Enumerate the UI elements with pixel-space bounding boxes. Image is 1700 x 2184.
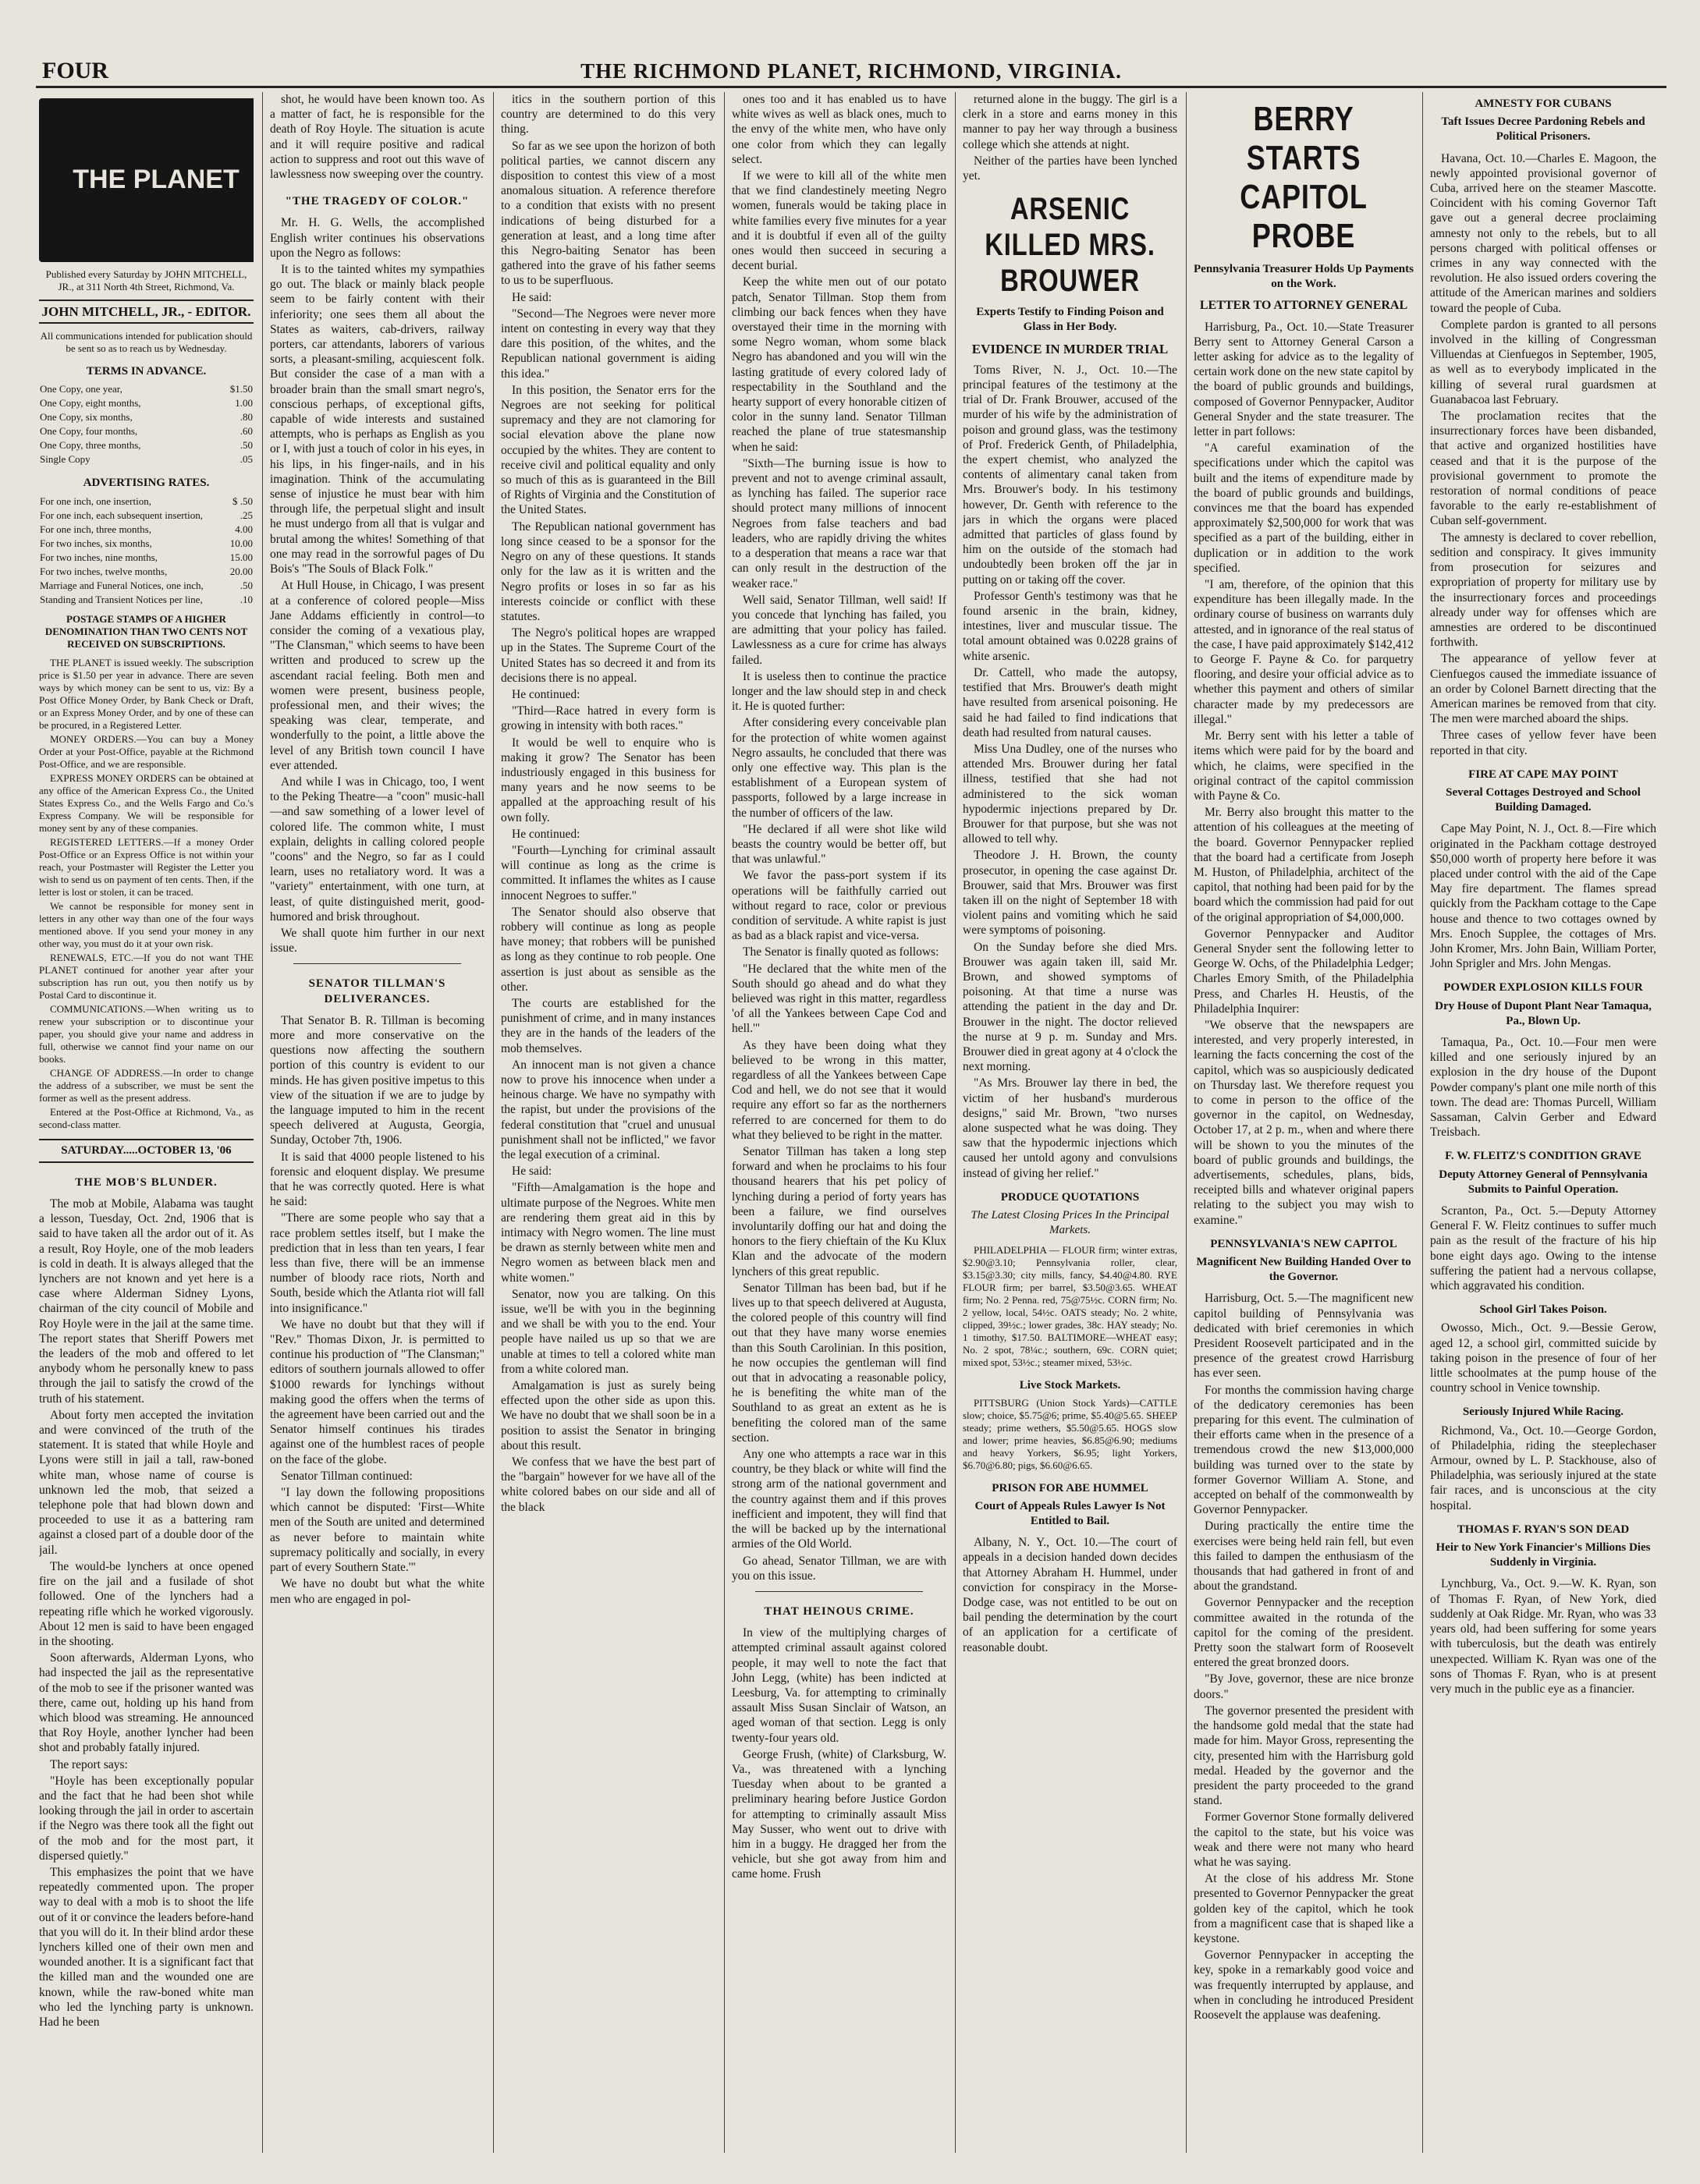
paragraph: Cape May Point, N. J., Oct. 8.—Fire which originated in the Packham cottage destroyed $50,000 worth of property here before it was placed under control with the aid of the Cape May fire department. The flames spread quickly from the Packham cottage to the Cape house and thence to two cottages owned by Mrs. Enoch Supplee, the cottages of Mrs. John Kromer, Mrs. John Bain, William Porter, John Sprigler and Mrs. John Mengas.	[1430, 822, 1656, 971]
subheadline: Heir to New York Financier's Millions Dies Suddenly in Virginia.	[1436, 1541, 1651, 1569]
paragraph: Senator Tillman has been bad, but if he lives up to that speech delivered at Augusta, the colored people of this country will find out that they have many worse enemies than this South Carolinian. In this position, he now occupies the gentleman will find out that in advocating a reasonable policy, he is benefiting the white man of the Southland to as great an extent as he is benefiting the colored man of the same section.	[732, 1281, 946, 1445]
paragraph: Soon afterwards, Alderman Lyons, who had inspected the jail as the representative of the mob to see if the prisoner wanted was there, came out, holding up his hand from which blood was streaming. He announced that Roy Hoyle, another lyncher had been shot and probably fatally injured.	[39, 1651, 254, 1755]
paragraph: ones too and it has enabled us to have white wives as well as black ones, much to the envy of the white men, who have only one color from which they can legally select.	[732, 93, 946, 166]
paragraph: The mob at Mobile, Alabama was taught a lesson, Tuesday, Oct. 2nd, 1906 that is said to have taken all the ardor out of it. As a result, Roy Hoyle, one of the mob leaders is cold in death. It is always alleged that the lynchers are not known and yet here is a case where Alderman Sidney Lyons, chairman of the city council of Mobile and Roy Hoyle were in the jail at the same time. The report states that Sheriff Powers met the leaders of the mob and offered to let anybody whom he personally knew to pass through the jail to satisfy the crowd of the truth of his statement.	[39, 1197, 254, 1406]
paragraph: Mr. Berry sent with his letter a table of items which were paid for by the board and which, he claims, were specified in the original contract of the capitol commission with Payne & Co.	[1194, 729, 1414, 803]
paragraph: At Hull House, in Chicago, I was present at a conference of colored people—Miss Jane Addams efficiently in control—to consider the coming of a vexatious play, "The Clansman," which seems to have been written and produced to screw up the ascendant racial feeling. Both men and women were present, business people, professional men, and their wives; the speaking was clear, temperate, and wonderfully to the point, a little above the level of any British town council I have ever attended.	[270, 579, 484, 772]
terms-row: One Copy, six months, .80	[40, 411, 253, 424]
publisher-line: Published every Saturday by JOHN MITCHELL, JR., at 311 North 4th Street, Richmond, Va.	[45, 268, 247, 292]
subheadline: Dry House of Dupont Plant Near Tamaqua, Pa., Blown Up.	[1435, 999, 1652, 1027]
subheadline: The Latest Closing Prices In the Principal Markets.	[971, 1209, 1169, 1237]
ad-row: For one inch, each subsequent insertion, .25	[40, 509, 253, 521]
paragraph: We shall quote him further in our next issue.	[270, 926, 484, 956]
subheadline: Taft Issues Decree Pardoning Rebels and Political Prisoners.	[1441, 115, 1645, 144]
paragraph: The amnesty is declared to cover rebellion, sedition and conspiracy. It gives immunity from prosecution for seizures and expropriation of property for military use by the insurrectionary forces and proceedings already under way for offenses which are amnesties are ordered to be discontinued forthwith.	[1430, 530, 1656, 650]
paragraph: Albany, N. Y., Oct. 10.—The court of appeals in a decision handed down decides that Attorney Abraham H. Hummel, under conviction for conspiracy in the Morse-Dodge case, was not entitled to be out on bail pending the determination by the court of an application for a certificate of reasonable doubt.	[963, 1536, 1177, 1654]
article-title: PRISON FOR ABE HUMMEL	[992, 1481, 1148, 1494]
article-title: "THE TRAGEDY OF COLOR."	[285, 195, 470, 208]
article-title: THOMAS F. RYAN'S SON DEAD	[1457, 1523, 1630, 1536]
terms-row: One Copy, four months, .60	[40, 425, 253, 438]
dateline: SATURDAY.....OCTOBER 13, '06	[39, 1139, 254, 1163]
paragraph: The governor presented the president with the handsome gold medal that the state had made for him. Mayor Gross, representing the city, presented him with the Harrisburg gold medal. Headed by the governor and the president the party proceeded to the grand stand.	[1194, 1704, 1414, 1808]
stamps-notice: POSTAGE STAMPS OF A HIGHER DENOMINATION THAN TWO CENTS NOT RECEIVED ON SUBSCRIPTIONS.	[44, 612, 248, 650]
paragraph: The Republican national government has long since ceased to be a sponsor for the Negro on any of these questions. It stands only for the law as it is written and the Negro profits or loses in so far as his interests coincide or conflict with these statutes.	[501, 519, 715, 623]
paragraph: We cannot be responsible for money sent in letters in any other way than one of the four ways mentioned above. If you send your money in any other way, you must do it at your own risk.	[39, 899, 254, 949]
article-title: THE MOB'S BLUNDER.	[75, 1175, 218, 1189]
page-header	[36, 55, 1666, 88]
ad-row: For two inches, twelve months, 20.00	[40, 565, 253, 577]
column-6	[1194, 92, 1414, 2153]
paragraph: We have no doubt but what the white men who are engaged in pol-	[270, 1577, 484, 1606]
paragraph: COMMUNICATIONS.—When writing us to renew your subscription or to discontinue your paper, you should give your name and address in full, otherwise we cannot find your name on our books.	[39, 1002, 254, 1065]
column-5	[963, 92, 1177, 2153]
headline: BERRY STARTS CAPITOL PROBE	[1240, 100, 1368, 255]
terms-row: One Copy, one year, $1.50	[40, 383, 253, 395]
paragraph: Harrisburg, Oct. 5.—The magnificent new capitol building of Pennsylvania was dedicated with brief ceremonies in which President Roosevelt participated and in the presence of the greatest crowd Harrisburg has ever seen.	[1194, 1292, 1414, 1381]
paragraph: Havana, Oct. 10.—Charles E. Magoon, the newly appointed provisional governor of Cuba, arrived here on the steamer Mascotte. Coincident with his coming Governor Taft gave out a general decree proclaiming amnesty not only to the rebels, but to all persons charged with political offenses or crimes in any way connected with the revolution. He also issued orders covering the attitude of the American marines and soldiers toward the people of Cuba.	[1430, 151, 1656, 315]
paragraph: Neither of the parties have been lynched yet.	[963, 154, 1177, 183]
paragraph: The report says:	[50, 1757, 128, 1771]
paragraph: About forty men accepted the invitation and were convinced of the truth of the statement. It is stated that while Hoyle and Lyons were still in jail a tall, raw-boned white man, whose name of course is unknown led the mob, that seized a telephone pole that had blown down and proceeded to use it as a battering ram against a closed part of a double door of the jail.	[39, 1408, 254, 1557]
article-title: THAT HEINOUS CRIME.	[764, 1604, 914, 1618]
paragraph: Complete pardon is granted to all persons involved in the killing of Congressman Villuendas at Cienfuegos in September, 1905, as well as to everybody implicated in the killing of several rural guardsmen at Guanabacoa last February.	[1430, 317, 1656, 406]
article-title: FIRE AT CAPE MAY POINT	[1468, 768, 1618, 781]
paragraph: "He declared if all were shot like wild beasts the country would be better off, but that was unlawful."	[732, 822, 946, 867]
paragraph: Toms River, N. J., Oct. 10.—The principal features of the testimony at the trial of Dr. Frank Brouwer, accused of the murder of his wife by the administration of poison and ground glass, was the testimony of Prof. Frederick Genth, of Philadelphia, the expert chemist, who analyzed the contents of alimentary canal taken from Mrs. Brouwer's body. In his testimony however, Dr. Genth with reference to the jars in which the organs were placed admitted that particles of glass found by him on the outside of the stomach had undoubtedly been broken off the jar in putting on or taking off the cover.	[963, 363, 1177, 587]
paragraph: Dr. Cattell, who made the autopsy, testified that Mrs. Brouwer's death might have resulted from arsenical poisoning. He said he had failed to find indications that death had resulted from natural causes.	[963, 665, 1177, 739]
paragraph: Owosso, Mich., Oct. 9.—Bessie Gerow, aged 12, a school girl, committed suicide by taking poison in the presence of four of her little schoolmates at the pump house of the country school in Venice township.	[1430, 1321, 1656, 1395]
paragraph: Theodore J. H. Brown, the county prosecutor, in opening the case against Dr. Brouwer, said that Mrs. Brouwer was first taken ill on the night of September 18 with violent pains and vomiting which he said were symptoms of poisoning.	[963, 849, 1177, 938]
paragraph: That Senator B. R. Tillman is becoming more and more conservative on the questions now affecting the southern portion of this country is evident to our minds. He has given positive impetus to this view of the situation if we are to judge by the language imputed to him in the recent speech delivered at Augusta, Georgia, Sunday, October 7th, 1906.	[270, 1013, 484, 1147]
paragraph: Any one who attempts a race war in this country, be they black or white will find the strong arm of the national government and the country against them and if this proves inefficient and impotent, they will find that the will be backed up by the international armies of the Old World.	[732, 1448, 946, 1551]
section-heading: EVIDENCE IN MURDER TRIAL	[971, 341, 1169, 356]
subheadline: Experts Testify to Finding Poison and Glass in Her Body.	[976, 306, 1164, 334]
column-7	[1430, 92, 1656, 2153]
article-title: AMNESTY FOR CUBANS	[1475, 98, 1612, 110]
article-title: SENATOR TILLMAN'S DELIVERANCES.	[308, 977, 446, 1005]
column-rule	[262, 92, 263, 2153]
column-2	[270, 92, 484, 2153]
paragraph: "I am, therefore, of the opinion that this expenditure has been illegally made. In the ordinary course of business on warrants duly attested, and in ignorance of the real status of the case, I have paid approximately $142,412 to George F. Payne & Co. for parquetry flooring, and desire your official advice as to whether this payment and others of similar character made by my predecessors are illegal."	[1194, 578, 1414, 726]
ad-row: For two inches, nine months, 15.00	[40, 551, 253, 563]
paragraph: Professor Genth's testimony was that he found arsenic in the brain, kidney, intestines, liver and muscular tissue. The total amount obtained was 0.0228 grains of white arsenic.	[963, 589, 1177, 663]
paragraph: So far as we see upon the horizon of both political parties, we cannot discern any disposition to contest this view of a most anomalous situation. A reference therefore to a condition that exists with no present indications of being disturbed for a generation at least, and a long time after this Negro-baiting Senator has been gathered into the grave of his father seems to us to be superfluous.	[501, 139, 715, 288]
paragraph: Senator Tillman has taken a long step forward and when he proclaims to his four thousand hearers that his pet policy of lynching during a period of forty years has been a failure, we find ourselves involuntarily doffing our hat and doing the honors to the fiery chieftain of the Ku Klux Klan and the advocate of the modern lynchers of this great republic.	[732, 1145, 946, 1278]
paragraph: On the Sunday before she died Mrs. Brouwer was again taken ill, said Mr. Brown, and showed symptoms of poisoning. At that time a nurse was attending the patient in the day and Dr. Brouwer in the night. The doctor relieved the nurse at 9 p. m. Sunday and Mrs. Brouwer died in great agony at 4 o'clock the next morning.	[963, 940, 1177, 1074]
paragraph: returned alone in the buggy. The girl is a clerk in a store and earns money in this manner to pay her way through a business college which she attends at night.	[963, 93, 1177, 151]
terms-row: Single Copy .05	[40, 453, 253, 466]
article-title: POWDER EXPLOSION KILLS FOUR	[1443, 981, 1643, 994]
paragraph: "By Jove, governor, these are nice bronze doors."	[1194, 1672, 1414, 1701]
paragraph: An innocent man is not given a chance now to prove his innocence when under a heinous charge. We have no sympathy with the rapist, but under the provisions of the federal constitution that "cruel and unusual punishment shall not be inflicted," we favor the legal execution of a criminal.	[501, 1058, 715, 1162]
paragraph: We favor the pass-port system if its operations will be faithfully carried out without regard to race, color or previous condition of servitude. A white rapist is just as bad as a black rapist and vice-versa.	[732, 869, 946, 943]
terms-row: One Copy, eight months, 1.00	[40, 397, 253, 410]
page-number: FOUR	[42, 58, 108, 83]
column-1	[39, 92, 254, 2153]
ad-row: For one inch, three months, 4.00	[40, 523, 253, 535]
paragraph: In view of the multiplying charges of attempted criminal assault against colored people, it may well to note the fact that John Legg, (white) has been indicted at Leesburg, Va. for attempting to criminally assault Miss Susan Sinclair of Watson, an aged woman of that section. Legg is only twenty-four years old.	[732, 1626, 946, 1745]
ad-row: For one inch, one insertion, $ .50	[40, 495, 253, 507]
terms-table	[39, 382, 254, 466]
column-3	[501, 92, 715, 2153]
subheadline: Magnificent New Building Handed Over to the Governor.	[1196, 1256, 1411, 1284]
paragraph: Keep the white men out of our potato patch, Senator Tillman. Stop them from climbing our back fences when they have overstayed their time in the morning with some Negro woman, whom some black Negro has abandoned and you will win the lasting gratitude of every colored lady of respectability in the Southland and the hearty support of every honorable citizen of color in the sunny land. Senator Tillman reached the plane of true statesmanship when he said:	[732, 275, 946, 454]
paragraph: REGISTERED LETTERS.—If a money Order Post-Office or an Express Office is not within your reach, your Postmaster will Register the Letter you wish to send us on payment of ten cents. Then, if the letter is lost or stolen, it can be traced.	[39, 835, 254, 898]
paragraph: This emphasizes the point that we have repeatedly commented upon. The proper way to deal with a mob is to shoot the life out of it or convince the leaders before-hand that you will do it. In their blind ardor these lynchers killed one of their own men and wounded another. It is a significant fact that the killed man and the wounded one are known, while the raw-boned white man who led the lynching party is unknown. Had he been	[39, 1865, 254, 2029]
subheadline: Deputy Attorney General of Pennsylvania Submits to Painful Operation.	[1439, 1168, 1648, 1196]
article-title: PENNSYLVANIA'S NEW CAPITOL	[1210, 1237, 1397, 1250]
divider	[755, 1591, 923, 1592]
paragraph: "Fourth—Lynching for criminal assault will continue as long as the crime is committed. It inflames the whites as I cause innocent Negroes to suffer."	[501, 843, 715, 902]
paragraph: Well said, Senator Tillman, well said! If you concede that lynching has failed, you are admitting that your policy has failed. Lawlessness as a cure for crime has always failed.	[732, 593, 946, 667]
column-rule	[493, 92, 494, 2153]
article-title: PRODUCE QUOTATIONS	[1000, 1190, 1140, 1204]
ad-row: Marriage and Funeral Notices, one inch, .50	[40, 579, 253, 591]
terms-title: TERMS IN ADVANCE.	[86, 365, 207, 378]
paragraph: George Frush, (white) of Clarksburg, W. Va., was threatened with a lynching Tuesday when about to be granted a preliminary hearing before Justice Gordon for attempting to criminally assault Miss May Susser, who went out to drive with him in a buggy. He dragged her from the vehicle, but she got away from him and came home. Frush	[732, 1747, 946, 1881]
ad-rates-title: ADVERTISING RATES.	[83, 477, 210, 490]
paragraph: In this position, the Senator errs for the Negroes are not seeking for political supremacy and they are not clamoring for social elevation above the plane now occupied by the whites. They are content to receive civil and political equality and only so much of this as is guaranteed in the Bill of Rights of Virginia and the Constitution of the United States.	[501, 383, 715, 517]
paragraph: Senator, now you are talking. On this issue, we'll be with you in the beginning and we shall be with you to the end. Your people have nailed us up so that we are unable at times to tell a colored white man from a white colored man.	[501, 1287, 715, 1376]
paragraph: Governor Pennypacker and the reception committee awaited in the rotunda of the capitol for the coming of the president. Pretty soon the stalwart form of Roosevelt entered the great bronzed doors.	[1194, 1596, 1414, 1670]
ad-row: Standing and Transient Notices per line, .10	[40, 593, 253, 605]
article-title: School Girl Takes Poison.	[1479, 1303, 1607, 1317]
paragraph: itics in the southern portion of this country are determined to do this very thing.	[501, 93, 715, 136]
divider	[293, 963, 461, 964]
paragraph: It is said that 4000 people listened to his forensic and eloquent display. We presume that he was correctly quoted. Here is what he said:	[270, 1150, 484, 1209]
paragraph: "He declared that the white men of the South should go ahead and do what they believed was right in this matter, regardless 'of all the Yankees between Cape Cod and hell.'"	[732, 962, 946, 1036]
paragraph: Lynchburg, Va., Oct. 9.—W. K. Ryan, son of Thomas F. Ryan, of New York, died suddenly at Oak Ridge. Mr. Ryan, who was 33 years old, had been suffering for some years with tuberculosis, but the death was entirely unexpected. William K. Ryan was one of the sons of Thomas F. Ryan, who is at present very much in the public eye as a financier.	[1430, 1577, 1656, 1696]
paragraph: If we were to kill all of the white men that we find clandestinely meeting Negro women, funerals would be taking place in white families every five minutes for a year and it is doubtful if even all of the guilty ones would then succeed in securing a decent burial.	[732, 169, 946, 273]
article-title: Live Stock Markets.	[1019, 1379, 1121, 1392]
paragraph: It is useless then to continue the practice longer and the law should step in and check it. He is quoted further:	[732, 669, 946, 714]
column-rule	[1186, 92, 1187, 2153]
paragraph: shot, he would have been known too. As a matter of fact, he is responsible for the death of Roy Hoyle. The situation is acute and it will require positive and radical action to suppress and root out this wave of lawlessness now sweeping over the country.	[270, 93, 484, 182]
paragraph: It would be well to enquire who is making it grow? The Senator has been industriously engaged in this business for many years and he now seems to be appalled at the approaching result of his own folly.	[501, 736, 715, 824]
paragraph: "Sixth—The burning issue is how to prevent and not to avenge criminal assault, as lynching has failed. The superior race should protect many millions of innocent Negroes from false teachers and bad leaders, who are rapidly driving the whites to a desperation that means a race war that can only result in the destruction of the weaker race."	[732, 456, 946, 590]
paragraph: CHANGE OF ADDRESS.—In order to change the address of a subscriber, we must be sent the former as well as the present address.	[39, 1066, 254, 1104]
subheadline: Several Cottages Destroyed and School Building Damaged.	[1446, 785, 1641, 814]
market-quotes: PHILADELPHIA — FLOUR firm; winter extras, $2.90@3.10; Pennsylvania roller, clear, $3.15@3.30; city mills, fancy, $4.40@4.80. RYE FLOUR firm; per barrel, $3.50@3.65. WHEAT firm; No. 2 Penna. red, 75@75½c. CORN firm; No. 2 yellow, local, 54½c. OATS steady; No. 2 white, clipped, 39½c.; lower grades, 38c. HAY steady; No. 1 timothy, $17.50. BALTIMORE—WHEAT easy; No. 2 spot, 78¼c.; southern, 69c. CORN quiet; mixed spot, 53½c.; steamer mixed, 53½c.	[963, 1244, 1177, 1369]
paragraph: We have no doubt but that they will if "Rev." Thomas Dixon, Jr. is permitted to continue his production of "The Clansman;" editors of southern journals allowed to offer $1000 rewards for lynchings without making good the offers when the terms of the agreement have been carried out and the Senator himself continues his tirades against one of the humblest races of people on the face of the globe.	[270, 1317, 484, 1466]
paragraph: Mr. Berry also brought this matter to the attention of his colleagues at the meeting of the board. Governor Pennypacker replied that the board had a certificate from Joseph M. Huston, of Philadelphia, architect of the capitol, that nothing had been paid for by the board which the commission had paid for out of the original appropriation of $4,000,000.	[1194, 806, 1414, 924]
paragraph: The Negro's political hopes are wrapped up in the States. The Supreme Court of the United States has so decreed it and from its decisions there is no appeal.	[501, 626, 715, 685]
column-rule	[1422, 92, 1423, 2153]
market-quotes: PITTSBURG (Union Stock Yards)—CATTLE slow; choice, $5.75@6; prime, $5.40@5.65. SHEEP steady; prime wethers, $5.50@5.65. HOGS slow and lower; prime heavies, $6.85@6.90; mediums and heavy Yorkers, $6.95; light Yorkers, $6.70@6.80; pigs, $6.60@6.65.	[963, 1396, 1177, 1471]
paragraph: Mr. H. G. Wells, the accomplished English writer continues his observations upon the Negro as follows:	[270, 216, 484, 260]
paragraph: Senator Tillman continued:	[281, 1469, 413, 1483]
paragraph: Scranton, Pa., Oct. 5.—Deputy Attorney General F. W. Fleitz continues to suffer much pain as the result of the fracture of his hip bone eight days ago. Owing to the intense suffering the patient had a nervous collapse, which aggravated his condition.	[1430, 1204, 1656, 1293]
article-title: Seriously Injured While Racing.	[1462, 1406, 1624, 1419]
headline: ARSENIC KILLED MRS. BROUWER	[985, 192, 1155, 299]
paragraph: "There are some people who say that a race problem settles itself, but I make the prediction that in less than ten years, I fear less than five, there will be an immense number of bloody race riots, North and South, beside which the Atlanta riot will fall into insignificance."	[270, 1211, 484, 1315]
paragraph: And while I was in Chicago, too, I went to the Peking Theatre—a "coon" music-hall—and saw something of a lower level of colored life. The common white, I must explain, delights in calling colored people "coons" and the Negro, so far as I could learn, uses no retaliatory word. It was a "variety" entertainment, with one turn, at least, of quite distinguished merit, good-humored and brisk throughout.	[270, 775, 484, 924]
paragraph: The Senator should also observe that robbery will continue as long as people have money; that robbers will be punished as long as they continue to rob people. One assertion is just about as sensible as the other.	[501, 905, 715, 994]
paragraph: Governor Pennypacker and Auditor General Snyder sent the following letter to George W. Ochs, of the Philadelphia Ledger; Charles Emory Smith, of the Philadelphia Press, and Charles H. Heustis, of the Philadelphia Inquirer:	[1194, 927, 1414, 1016]
paragraph: "Hoyle has been exceptionally popular and the fact that he had been shot while looking through the jail in order to ascertain if the Negro was there took all the fight out of the mob and for the most part, it dispersed quietly."	[39, 1774, 254, 1863]
paragraph: "We observe that the newspapers are interested, and very properly interested, in learning the facts concerning the cost of the capitol, which was so auspiciously dedicated on Thursday last. We therefore request you to come in person to the office of the governor in the capitol, on Wednesday, October 17, at 2 p. m., when and where there will be shown to you the minutes of the board of public grounds and buildings, the advertisements, schedules, plans, bids, receipted bills and whatever original papers relating to the subject you may wish to examine."	[1194, 1018, 1414, 1227]
paragraph: He said:	[512, 1165, 552, 1179]
column-4	[732, 92, 946, 2153]
column-rule	[724, 92, 725, 2153]
paragraph: The would-be lynchers at once opened fire on the jail and a fusilade of shot followed. One of the lynchers had a repeating rifle which he worked vigorously. About 12 men is said to have been engaged in the shooting.	[39, 1559, 254, 1648]
paragraph: We confess that we have the best part of the "bargain" however for we have all of the white colored babes on our side and all of the black	[501, 1455, 715, 1514]
paragraph: The appearance of yellow fever at Cienfuegos caused the immediate issuance of an order by Colonel Barnett directing that the American marines be removed from that city. The men were marched aboard the ships.	[1430, 652, 1656, 726]
paragraph: Entered at the Post-Office at Richmond, Va., as second-class matter.	[39, 1105, 254, 1130]
subheadline: Court of Appeals Rules Lawyer Is Not Entitled to Bail.	[974, 1499, 1166, 1528]
masthead: THE RICHMOND PLANET, RICHMOND, VIRGINIA.	[580, 59, 1122, 83]
article-title: F. W. FLEITZ'S CONDITION GRAVE	[1445, 1150, 1641, 1163]
paragraph: After considering every conceivable plan for the protection of white women against Negro assaults, he concluded that there was only one effective way. This plan is the establishment of a European system of passports, followed by a large increase in the number of officers of the law.	[732, 716, 946, 820]
ad-row: For two inches, six months, 10.00	[40, 537, 253, 549]
paragraph: MONEY ORDERS.—You can buy a Money Order at your Post-Office, payable at the Richmond Post-Office, and we are responsible.	[39, 732, 254, 770]
paragraph: The Senator is finally quoted as follows:	[743, 945, 939, 959]
paragraph: "Third—Race hatred in every form is growing in intensity with both races."	[501, 704, 715, 733]
paragraph: Richmond, Va., Oct. 10.—George Gordon, of Philadelphia, riding the steeplechaser Armour, owned by L. P. Stackhouse, also of Philadelphia, was seriously injured at the state fair races, and is unconscious at the city hospital.	[1430, 1424, 1656, 1512]
paragraph: Go ahead, Senator Tillman, we are with you on this issue.	[732, 1554, 946, 1583]
paragraph: At the close of his address Mr. Stone presented to Governor Pennypacker the great golden key of the capitol, which he took from a magnificent case that is shaped like a keystone.	[1194, 1872, 1414, 1945]
paragraph: He continued:	[512, 827, 580, 841]
planet-logo: THE PLANET	[39, 98, 254, 262]
subheadline: Pennsylvania Treasurer Holds Up Payments on the Work.	[1194, 263, 1414, 291]
paragraph: He continued:	[512, 687, 580, 701]
paragraph: Governor Pennypacker in accepting the key, spoke in a remarkably good voice and was frequently interrupted by applause, and when in concluding he introduced President Roosevelt the applause was deafening.	[1194, 1948, 1414, 2022]
paragraph: Tamaqua, Pa., Oct. 10.—Four men were killed and one seriously injured by an explosion in the dry house of the Dupont Powder company's plant one mile north of this town. The dead are: Thomas Purcell, William Sassaman, Calvin Gerber and Edward Treisbach.	[1430, 1035, 1656, 1140]
paragraph: "Second—The Negroes were never more intent on contesting in every way that they dare this position, of the whites, and the Republican national government is aiding this idea."	[501, 307, 715, 381]
paragraph: It is to the tainted whites my sympathies go out. The black or mainly black people seem to be fairly content with their inferiority; one sees them all about the States as waiters, cab-drivers, railway porters, car attendants, laborers of various sorts, a pleasant-smiling, acquiescent folk. But consider the case of a man with a broader brain than the small smart negro's, conscious perhaps, of exceptional gifts, capable of wide interests and sustained attempts, who is perhaps as English as you or I, with just a touch of color in his eyes, in his lips, in his finger-nails, and in his imagination. Think of the accumulating sense of injustice he must bear with him through life, the perpetual slight and insult he must undergo from all that is vulgar and brutal among the whites! Something of that one may read in the sorrowful pages of Du Bois's "The Souls of Black Folk."	[270, 263, 484, 576]
section-heading: LETTER TO ATTORNEY GENERAL	[1199, 299, 1408, 313]
paragraph: "As Mrs. Brouwer lay there in bed, the victim of her husband's murderous designs," said Mr. Brown, "two nurses alone suspected what he was doing. They saw that the hypodermic injections which caused her untold agony and convulsions instead of giving her relief."	[963, 1076, 1177, 1180]
paragraph: "Fifth—Amalgamation is the hope and ultimate purpose of the Negroes. White men are rendering them great aid in this by intimacy with Negro women. The line must be drawn as sternly between white men and Negro women as between black men and white women."	[501, 1181, 715, 1285]
paragraph: Three cases of yellow fever have been reported in that city.	[1430, 729, 1656, 757]
ad-rates-table	[39, 495, 254, 607]
paragraph: For months the commission having charge of the dedicatory ceremonies has been preparing for this event. The culmination of their efforts came when in the presence of a tremendous crowd the new $13,000,000 building was turned over to the state by former Governor William A. Stone, and accepted on behalf of the commonwealth by Governor Pennypacker.	[1194, 1383, 1414, 1517]
paragraph: Harrisburg, Pa., Oct. 10.—State Treasurer Berry sent to Attorney General Carson a letter asking for advice as to the legality of certain work done on the new state capitol by the board of public grounds and buildings, composed of Governor Pennypacker, Auditor General Snyder and the state treasurer. The letter in part follows:	[1194, 320, 1414, 439]
notice: All communications intended for publication should be sent so as to reach us by Wednesday.	[40, 330, 253, 355]
column-rule	[955, 92, 956, 2153]
paragraph: "A careful examination of the specifications under which the capitol was built and the items of expenditure made by the board of public grounds and buildings, convinces me that the board has expended approximately $2,500,000 for work that was specified as a part of the building, either in duplication or in addition to the work specified.	[1194, 441, 1414, 575]
paragraph: The courts are established for the punishment of crime, and in many instances they are in the hands of the leaders of the mob themselves.	[501, 996, 715, 1055]
paragraph: He said:	[512, 290, 552, 304]
paragraph: As they have been doing what they believed to be wrong in this matter, regardless of all the Yankees between Cape Cod and hell, we do not see that it would require any effort so far as the northerners referred to are concerned for them to do what they believed to be right in the matter.	[732, 1038, 946, 1142]
paragraph: EXPRESS MONEY ORDERS can be obtained at any office of the American Express Co., the United States Express Co., and the Wells Fargo and Co.'s Express Company. We will be responsible for money sent by any of these companies.	[39, 771, 254, 834]
paragraph: RENEWALS, ETC.—If you do not want THE PLANET continued for another year after your subscription has run out, you then notify us by Postal Card to discontinue it.	[39, 951, 254, 1001]
paragraph: During practically the entire time the exercises were being held rain fell, but even this failed to dampen the enthusiasm of the thousands that had gathered in front of and about the grandstand.	[1194, 1519, 1414, 1594]
paragraph: THE PLANET is issued weekly. The subscription price is $1.50 per year in advance. There are seven ways by which money can be sent to us, viz: By a Post Office Money Order, by Bank Check or Draft, or an Express Money Order, and by one of these can be procured, in a Registered Letter.	[39, 656, 254, 731]
terms-row: One Copy, three months, .50	[40, 439, 253, 452]
paragraph: Miss Una Dudley, one of the nurses who attended Mrs. Brouwer during her fatal illness, testified that she had not administered to the sick woman hypodermic injections prepared by Dr. Brouwer for that purpose, but she was not allowed to tell why.	[963, 742, 1177, 846]
paragraph: The proclamation recites that the insurrectionary forces have been disbanded, that active and organized hostilities have ceased and that it is the purpose of the provisional government to promote the restoration of normal conditions of peace favorable to the early re-establishment of Cuban self-government.	[1430, 410, 1656, 528]
editor-line: JOHN MITCHELL, JR., - EDITOR.	[39, 300, 254, 324]
paragraph: Amalgamation is just as surely being effected upon the other side as upon this. We have no doubt that we shall soon be in a position to assist the Senator in bringing about this result.	[501, 1379, 715, 1452]
paragraph: Former Governor Stone formally delivered the capitol to the state, but his voice was weak and there were not many who heard what he was saying.	[1194, 1810, 1414, 1869]
paragraph: "I lay down the following propositions which cannot be disputed: 'First—White men of the South are united and determined as never before to maintain white supremacy politically and socially, in every part of every Southern State.'"	[270, 1486, 484, 1575]
